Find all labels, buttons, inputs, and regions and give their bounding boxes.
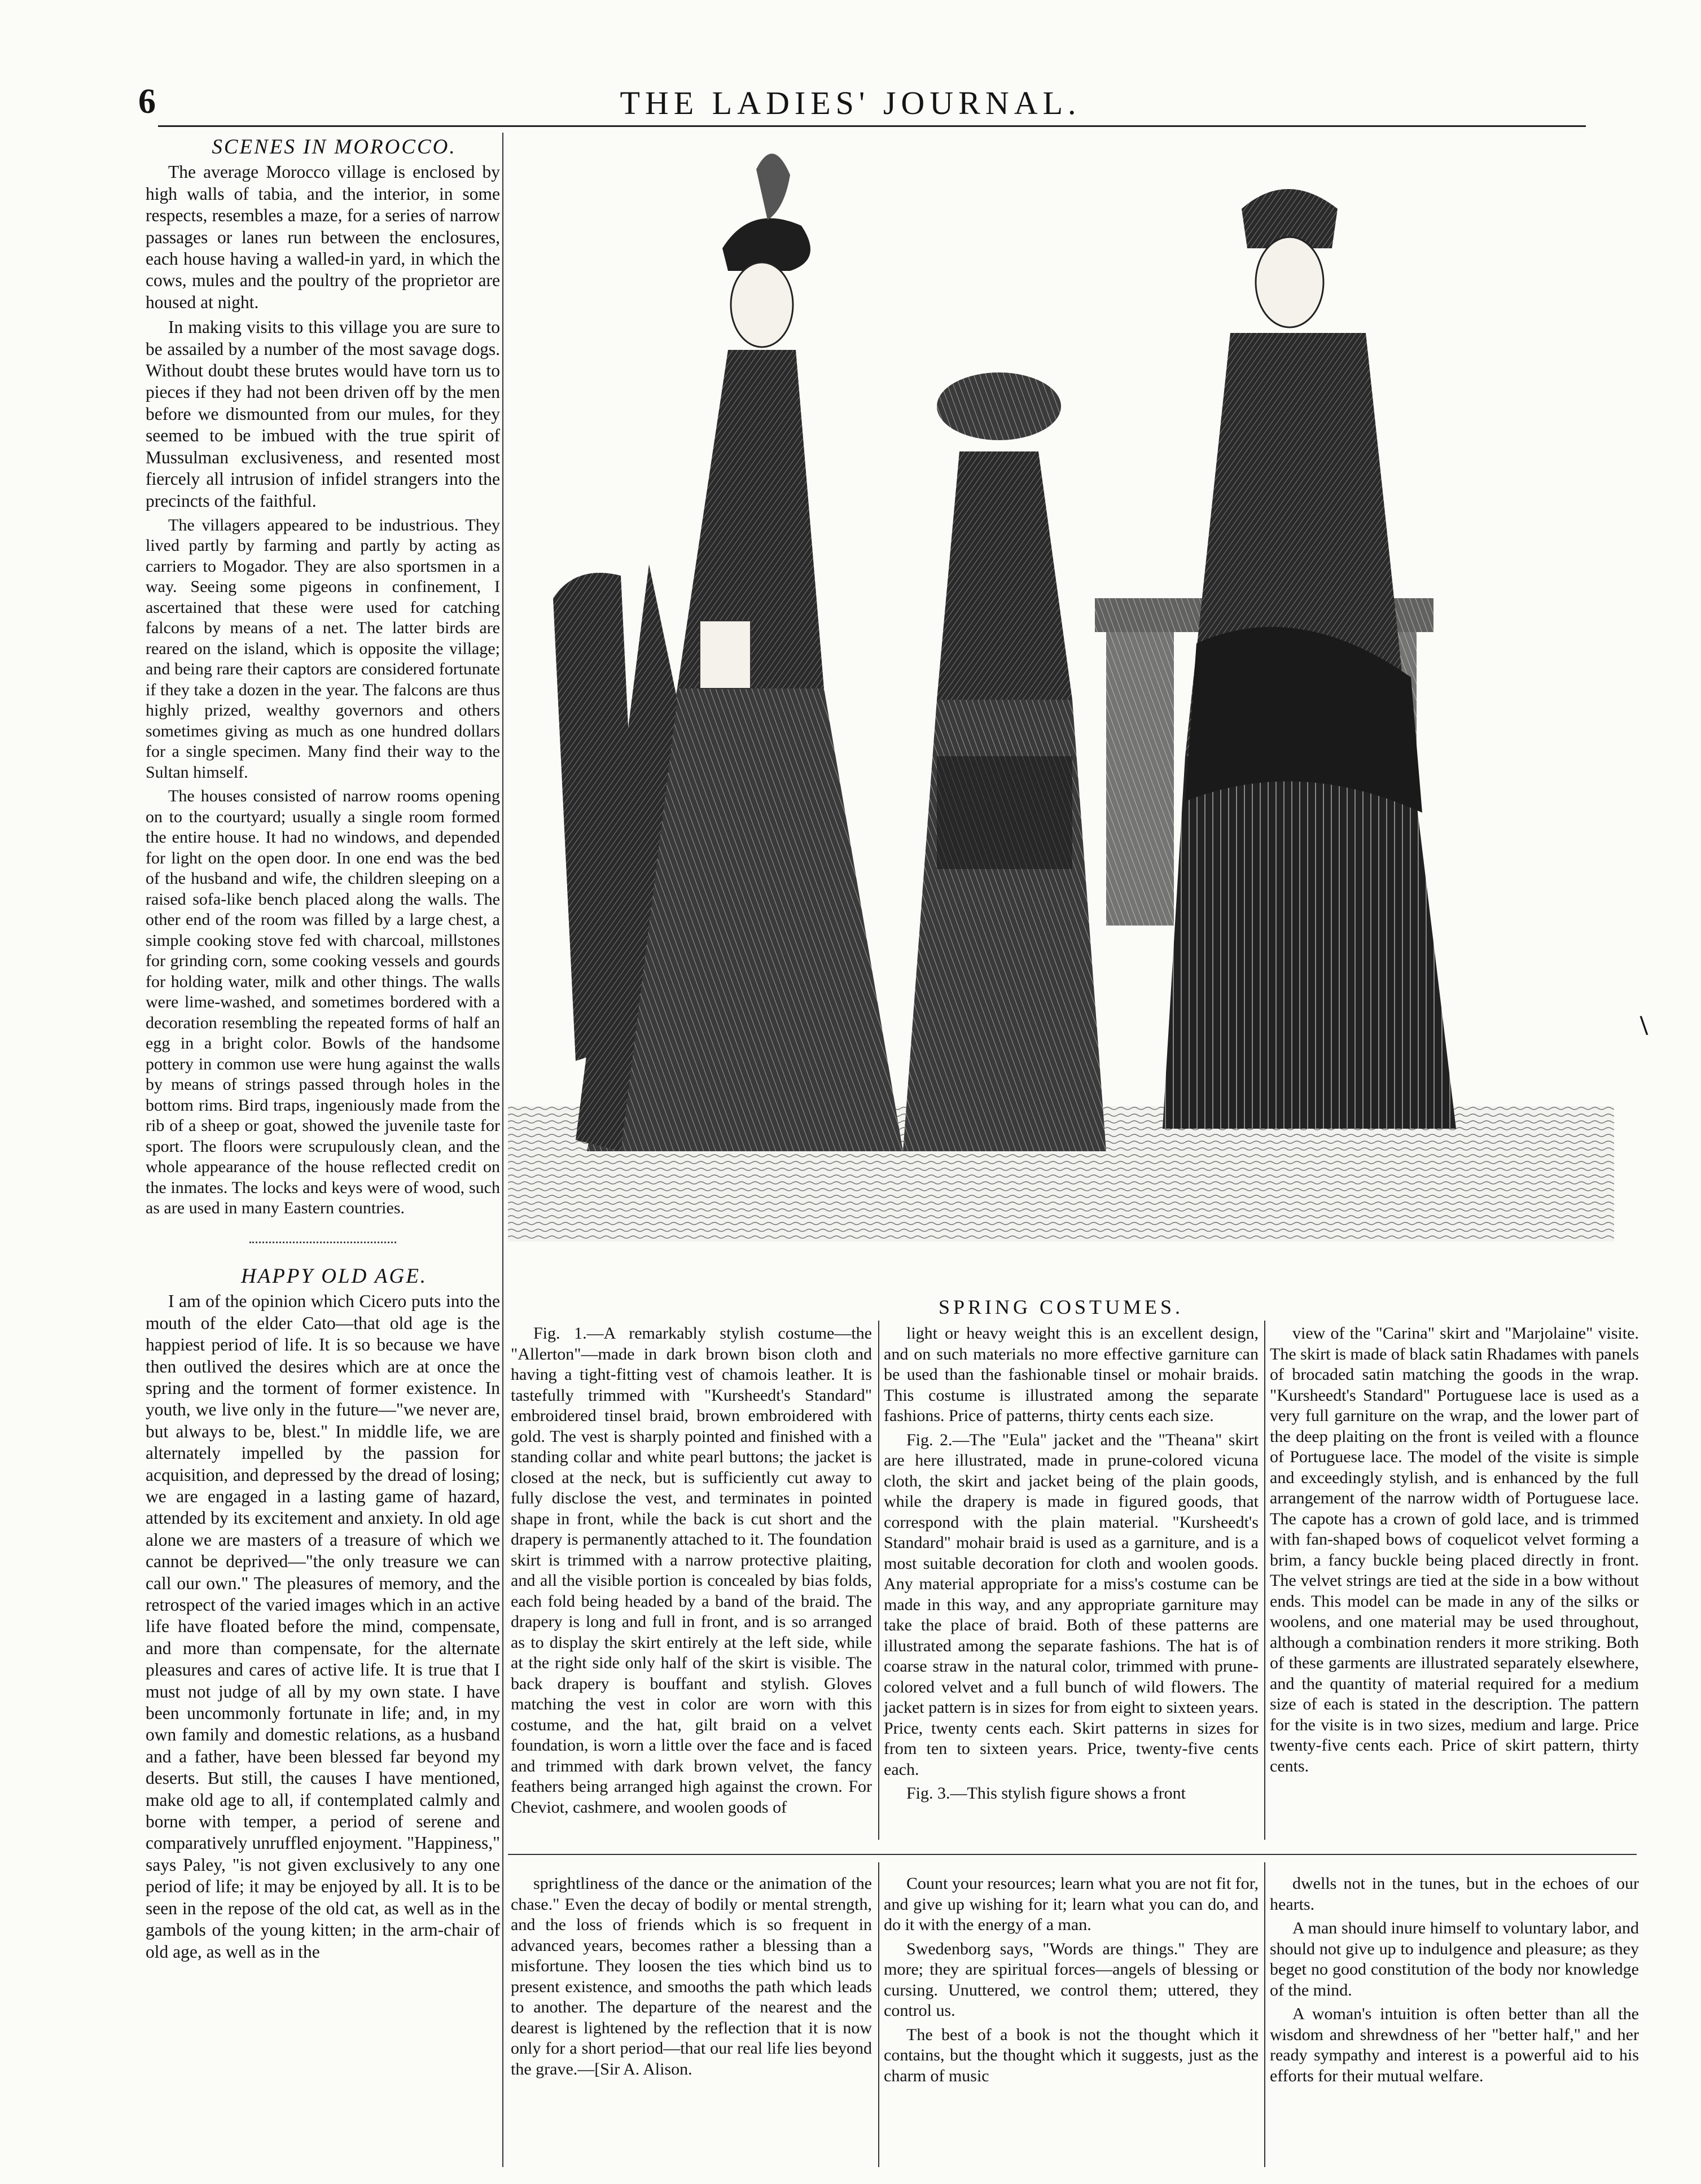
column-rule	[878, 1321, 879, 1840]
paragraph: The average Morocco village is enclosed by high walls of tabia, and the interior, in some respects, resembles a maze, for a series of narrow passages or lanes run between the enclosures, each house having a walled-in yard, in which the cows, mules and the poultry of the proprietor are housed at night.	[146, 162, 500, 312]
bottom-column-1	[511, 1874, 872, 2080]
spring-costumes-illustration	[508, 135, 1614, 1253]
figure-1-woman	[576, 154, 903, 1151]
page-number: 6	[138, 82, 156, 121]
fashion-column-3	[1270, 1323, 1639, 1777]
header-rule	[158, 125, 1586, 127]
paragraph: light or heavy weight this is an excellent design, and on such materials no more effective garniture can be used than the fashionable tinsel or mohair braids. This costume is illustrated among the separate fashions. Price of patterns, thirty cents each size.	[884, 1324, 1259, 1425]
paragraph: The houses consisted of narrow rooms opening on to the courtyard; usually a single room formed the entire house. It had no windows, and depended for light on the open door. In one end was the bed of the husband and wife, the children sleeping on a raised sofa-like bench placed along the walls. The other end of the room was filled by a large chest, a simple cooking stove fed with charcoal, millstones for grinding corn, some cooking vessels and gourds for holding water, milk and other things. The walls were lime-washed, and sometimes bordered with a decoration resembling the repeated forms of half an egg in a bright color. Bowls of the handsome pottery in common use were hung against the walls by means of strings passed through holes in the bottom rims. Bird traps, ingeniously made from the rib of a sheep or goat, showed the juvenile taste for sport. The floors were scrupulously clean, and the whole appearance of the house reflected credit on the inmates. The locks and keys were of wood, such as are used in many Eastern countries.	[146, 787, 500, 1218]
paragraph: dwells not in the tunes, but in the echoes of our hearts.	[1270, 1874, 1639, 1914]
paragraph: Count your resources; learn what you are not fit for, and give up wishing for it; learn what you can do, and do it with the energy of a man.	[884, 1874, 1259, 1934]
heading-happy-old-age: HAPPY OLD AGE.	[240, 1264, 428, 1288]
journal-title: THE LADIES' JOURNAL.	[620, 85, 1081, 121]
paragraph: view of the "Carina" skirt and "Marjolaine" visite. The skirt is made of black satin Rhadames with panels of brocaded satin matching the goods in the wrap. "Kursheedt's Standard" Portuguese lace is used as a very full garniture on the wrap, and the lower part of the deep plaiting on the front is veiled with a flounce of Portuguese lace. The model of the visite is simple and exceedingly stylish, and is enhanced by the full arrangement of the narrow width of Portuguese lace. The capote has a crown of gold lace, and is trimmed with fan-shaped bows of coquelicot velvet forming a brim, a fancy buckle being placed directly in front. The velvet strings are tied at the side in a bow without ends. This model can be made in any of the silks or woolens, and one material may be used throughout, although a combination renders it more striking. Both of these garments are illustrated separately elsewhere, and the quantity of material required for a medium size of each is stated in the description. The pattern for the visite is in two sizes, medium and large. Price twenty-five cents each. Price of skirt pattern, thirty cents.	[1270, 1324, 1639, 1775]
column-rule	[502, 133, 503, 2167]
section-rule	[508, 1854, 1637, 1855]
section-divider	[249, 1242, 396, 1243]
column-rule	[878, 1862, 879, 2167]
paragraph: Fig. 2.—The "Eula" jacket and the "Theana" skirt are here illustrated, made in prune-colored vicuna cloth, the skirt and jacket being of the plain goods, while the drapery is made in figured goods, that correspond with the plain material. "Kursheedt's Standard" mohair braid is used as a garniture, and is a most suitable decoration for cloth and woolen goods. Any material appropriate for a miss's costume can be made in this way, and any appropriate garniture may take the place of braid. Both of these patterns are illustrated among the separate fashions. The hat is of coarse straw in the natural color, trimmed with prune-colored velvet and a full bunch of wild flowers. The jacket pattern is in sizes for from eight to sixteen years. Price, twenty cents each. Skirt patterns in sizes for from ten to sixteen years. Price, twenty-five cents each.	[884, 1430, 1259, 1779]
paragraph: A man should inure himself to voluntary labor, and should not give up to indulgence and pleasure; as they beget no good constitution of the body nor knowledge of the mind.	[1270, 1919, 1639, 1999]
paragraph: The villagers appeared to be industrious. They lived partly by farming and partly by acting as carriers to Mogador. They are also sportsmen in a way. Seeing some pigeons in confinement, I ascertained that these were used for catching falcons by means of a net. The latter birds are reared on the island, which is opposite the village; and being rare their captors are considered fortunate if they take a dozen in the year. The falcons are thus highly prized, wealthy governors and others sometimes giving as much as one hundred dollars for a single specimen. Many find their way to the Sultan himself.	[146, 515, 500, 782]
paragraph: In making visits to this village you are sure to be assailed by a number of the most savage dogs. Without doubt these brutes would have torn us to pieces if they had not been driven off by the men before we dismounted from our mules, for they seemed to be imbued with the true spirit of Mussulman exclusiveness, and resented most fiercely all intrusion of infidel strangers into the precincts of the faithful.	[146, 317, 500, 511]
figure-2-girl	[903, 372, 1106, 1151]
column-rule	[1264, 1862, 1265, 2167]
stray-print-mark: \	[1640, 1009, 1648, 1041]
paragraph: Fig. 1.—A remarkably stylish costume—the "Allerton"—made in dark brown bison cloth and having a tight-fitting vest of chamois leather. It is tastefully trimmed with "Kursheedt's Standard" embroidered tinsel braid, brown embroidered with gold. The vest is sharply pointed and finished with a standing collar and white pearl buttons; the jacket is closed at the neck, but is sufficiently cut away to fully disclose the vest, and terminates in pointed shape in front, while the back is cut short and the drapery is permanently attached to it. The foundation skirt is trimmed with a narrow protective plaiting, and all the visible portion is concealed by bias folds, each fold being headed by a band of the braid. The drapery is long and full in front, and is so arranged as to display the skirt entirely at the left side, while at the right side only half of the skirt is visible. The back drapery is bouffant and stylish. Gloves matching the vest in color are worn with this costume, and the hat, gilt braid on a velvet foundation, is worn a little over the face and is faced and trimmed with dark brown velvet, the fancy feathers being arranged high against the crown. For Cheviot, cashmere, and woolen goods of	[511, 1324, 872, 1817]
illustration-caption: SPRING COSTUMES.	[938, 1296, 1184, 1318]
heading-scenes-in-morocco: SCENES IN MOROCCO.	[212, 135, 457, 159]
paragraph: Fig. 3.—This stylish figure shows a front	[906, 1784, 1186, 1803]
bottom-column-2	[884, 1874, 1259, 2086]
bottom-column-3	[1270, 1874, 1639, 2086]
fashion-column-2	[884, 1323, 1259, 1804]
left-column	[146, 137, 500, 1963]
column-rule	[1264, 1321, 1265, 1840]
paragraph: The best of a book is not the thought which it contains, but the thought which it suggests, just as the charm of music	[884, 2025, 1259, 2085]
fashion-column-1	[511, 1323, 872, 1818]
paragraph: Swedenborg says, "Words are things." They are more; they are spiritual forces—angels of blessing or cursing. Unuttered, we control them; uttered, they control us.	[884, 1939, 1259, 2020]
paragraph: A woman's intuition is often better than all the wisdom and shrewdness of her "better half," and her ready sympathy and interest is a powerful aid to his efforts for their mutual welfare.	[1270, 2005, 1639, 2085]
paragraph: I am of the opinion which Cicero puts into the mouth of the elder Cato—that old age is the happiest period of life. It is so because we have then outlived the desires which are at once the spring and the torment of former existence. In youth, we live only in the future—"we never are, but always to be, blest." In middle life, we are alternately impelled by the passion for acquisition, and depressed by the dread of losing; we are engaged in a lasting game of hazard, attended by its excitement and anxiety. In old age alone we are masters of a treasure of which we cannot be deprived—"the only treasure we can call our own." The pleasures of memory, and the retrospect of the varied images which in an active life have floated before the mind, compensate, and more than compensate, for the alternate pleasures and cares of active life. It is true that I must not judge of all by my own state. I have been uncommonly fortunate in life; and, in my own family and domestic relations, as a husband and a father, have been blessed far beyond my deserts. But still, the causes I have mentioned, make old age to all, if contemplated calmly and borne with temper, a period of serene and comparatively unruffled enjoyment. "Happiness," says Paley, "is not given exclusively to any one period of life; it may be enjoyed by all. It is to be seen in the repose of the old cat, as well as in the gambols of the young kitten; in the arm-chair of old age, as well as in the	[146, 1291, 500, 1962]
paragraph: sprightliness of the dance or the animation of the chase." Even the decay of bodily or mental strength, and the loss of friends which is so frequent in advanced years, becomes rather a blessing than a misfortune. They loosen the ties which bind us to present existence, and smooths the path which leads to another. The departure of the nearest and the dearest is lightened by the reflection that it is now only for a short period—that our real life lies beyond the grave.—[Sir A. Alison.	[511, 1874, 872, 2078]
